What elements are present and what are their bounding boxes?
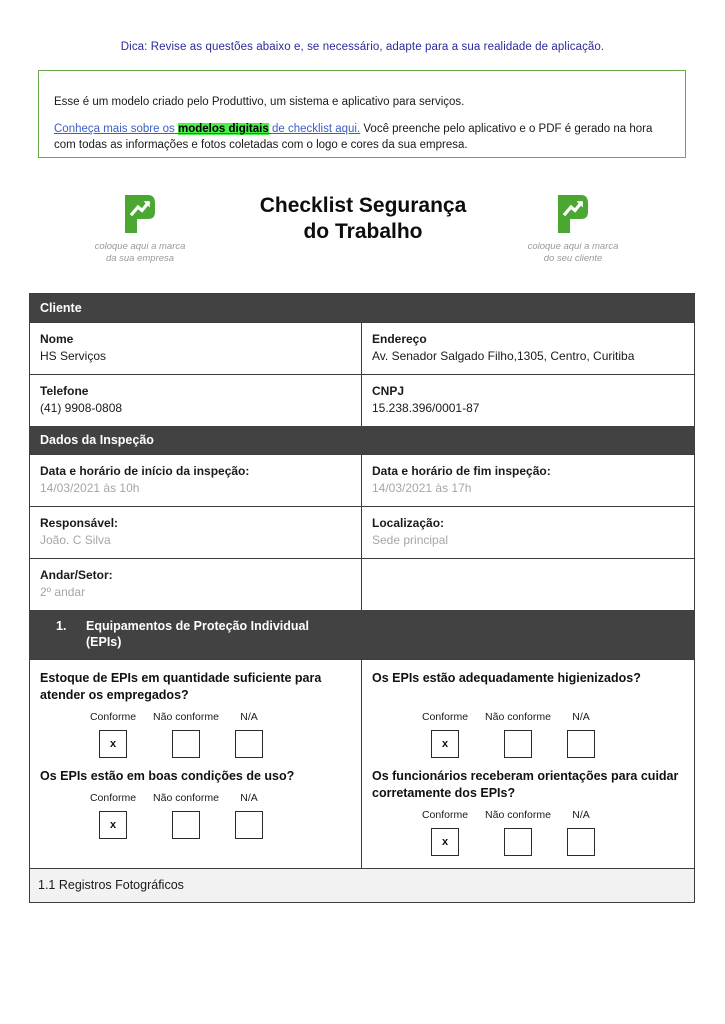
field-value[interactable]: (41) 9908-0808 (40, 401, 123, 415)
checkbox-conforme[interactable]: x (99, 730, 127, 758)
table-row (30, 454, 694, 506)
option-label-na: N/A (572, 809, 590, 821)
field-label: Responsável: (40, 516, 119, 530)
question-options (40, 792, 351, 839)
checkbox-conforme[interactable]: x (99, 811, 127, 839)
checklist-models-link[interactable] (54, 123, 360, 135)
company-logo-block (65, 193, 215, 265)
field-label: Data e horário de fim inspeção: (372, 464, 551, 478)
checklist-sheet (29, 293, 695, 903)
question-text: Os funcionários receberam orientações para cuidar corretamente dos EPIs? (372, 769, 679, 800)
field-empty (362, 559, 694, 610)
page-title-line1: Checklist Segurança (259, 194, 467, 217)
field-localizacao (362, 507, 694, 558)
company-logo-caption (65, 241, 215, 265)
field-value[interactable]: 15.238.396/0001-87 (372, 401, 480, 415)
option-label-conforme: Conforme (89, 711, 137, 723)
table-row (30, 558, 694, 610)
section-title-line2: (EPIs) (86, 635, 122, 649)
notice-paragraph-1: Esse é um modelo criado pelo Produttivo, um sistema e aplicativo para serviços. (54, 96, 465, 108)
checkbox-nao-conforme[interactable] (504, 730, 532, 758)
field-value[interactable]: Av. Senador Salgado Filho,1305, Centro, Curitiba (372, 349, 635, 363)
field-label: Endereço (372, 332, 427, 346)
option-label-nao-conforme: Não conforme (485, 809, 551, 821)
checkbox-na[interactable] (235, 730, 263, 758)
company-logo-caption-line2: da sua empresa (105, 253, 175, 264)
field-value[interactable]: HS Serviços (40, 349, 107, 363)
question-options (372, 711, 684, 758)
table-row (30, 322, 694, 374)
checkbox-conforme[interactable]: x (431, 828, 459, 856)
checkbox-nao-conforme[interactable] (172, 730, 200, 758)
table-row (30, 506, 694, 558)
client-logo-caption (498, 241, 648, 265)
page-title (222, 193, 504, 245)
field-label: Data e horário de início da inspeção: (40, 464, 250, 478)
field-value[interactable]: 14/03/2021 às 10h (40, 481, 140, 495)
link-highlight-text: modelos digitais (178, 123, 269, 135)
client-logo-block (498, 193, 648, 265)
checkbox-na[interactable] (567, 828, 595, 856)
checkbox-nao-conforme[interactable] (504, 828, 532, 856)
option-label-conforme: Conforme (89, 792, 137, 804)
question-options (372, 809, 684, 856)
field-label: Telefone (40, 384, 89, 398)
question-row (30, 659, 694, 868)
field-value[interactable]: Sede principal (372, 533, 449, 547)
question-text: Os EPIs estão adequadamente higienizados? (372, 671, 641, 685)
section-header-cliente: Cliente (30, 294, 694, 322)
field-andar-setor (30, 559, 362, 610)
question-cell (362, 660, 694, 868)
field-endereco (362, 323, 694, 374)
section-number: 1. (56, 619, 67, 633)
option-checkboxes (82, 811, 351, 839)
client-logo-caption-line2: do seu cliente (543, 253, 603, 264)
question-cell (30, 660, 362, 868)
company-logo-caption-line1: coloque aqui a marca (94, 241, 186, 252)
client-logo-caption-line1: coloque aqui a marca (527, 241, 619, 252)
table-row (30, 374, 694, 426)
notice-paragraph-2 (54, 121, 670, 153)
spacer (40, 758, 351, 768)
option-label-na: N/A (572, 711, 590, 723)
spacer (372, 758, 684, 768)
link-lead-text: Conheça mais sobre os (54, 123, 179, 135)
field-label: Andar/Setor: (40, 568, 113, 582)
option-checkboxes (414, 828, 684, 856)
section-header-dados-inspecao: Dados da Inspeção (30, 426, 694, 454)
notice-box (38, 70, 686, 158)
option-labels (414, 809, 684, 821)
field-nome (30, 323, 362, 374)
option-labels (82, 792, 351, 804)
checkbox-nao-conforme[interactable] (172, 811, 200, 839)
option-label-na: N/A (240, 711, 258, 723)
question-options (40, 711, 351, 758)
option-label-nao-conforme: Não conforme (153, 711, 219, 723)
option-label-conforme: Conforme (421, 711, 469, 723)
option-labels (82, 711, 351, 723)
field-data-fim (362, 455, 694, 506)
checkbox-na[interactable] (567, 730, 595, 758)
field-value[interactable]: 14/03/2021 às 17h (372, 481, 472, 495)
section-title-line1: Equipamentos de Proteção Individual (86, 619, 309, 633)
produttivo-logo-icon (122, 193, 158, 235)
section-header-epis (30, 610, 694, 659)
checkbox-na[interactable] (235, 811, 263, 839)
question-text: Estoque de EPIs em quantidade suficiente para atender os empregados? (40, 671, 322, 702)
field-label: Nome (40, 332, 74, 346)
field-responsavel (30, 507, 362, 558)
option-label-nao-conforme: Não conforme (153, 792, 219, 804)
checkbox-conforme[interactable]: x (431, 730, 459, 758)
option-checkboxes (82, 730, 351, 758)
notice-after-link-text: Você preenche pelo aplicativo e o PDF é gerado na hora com todas as informações e fotos coletadas com o logo e cores da sua empresa. (54, 123, 653, 151)
field-label: CNPJ (372, 384, 405, 398)
page-title-line2: do Trabalho (303, 220, 423, 243)
link-tail-text: de checklist aqui. (268, 123, 361, 135)
option-label-na: N/A (240, 792, 258, 804)
field-cnpj (362, 375, 694, 426)
option-label-nao-conforme: Não conforme (485, 711, 551, 723)
produttivo-logo-icon (555, 193, 591, 235)
question-text: Os EPIs estão em boas condições de uso? (40, 769, 295, 783)
field-value[interactable]: João. C Silva (40, 533, 111, 547)
option-label-conforme: Conforme (421, 809, 469, 821)
tip-text: Dica: Revise as questões abaixo e, se necessário, adapte para a sua realidade de aplicação. (120, 41, 605, 53)
subsection-registros-fotograficos: 1.1 Registros Fotográficos (30, 868, 694, 902)
field-label: Localização: (372, 516, 445, 530)
option-checkboxes (414, 730, 684, 758)
field-telefone (30, 375, 362, 426)
option-labels (414, 711, 684, 723)
field-value[interactable]: 2º andar (40, 585, 86, 599)
field-data-inicio (30, 455, 362, 506)
